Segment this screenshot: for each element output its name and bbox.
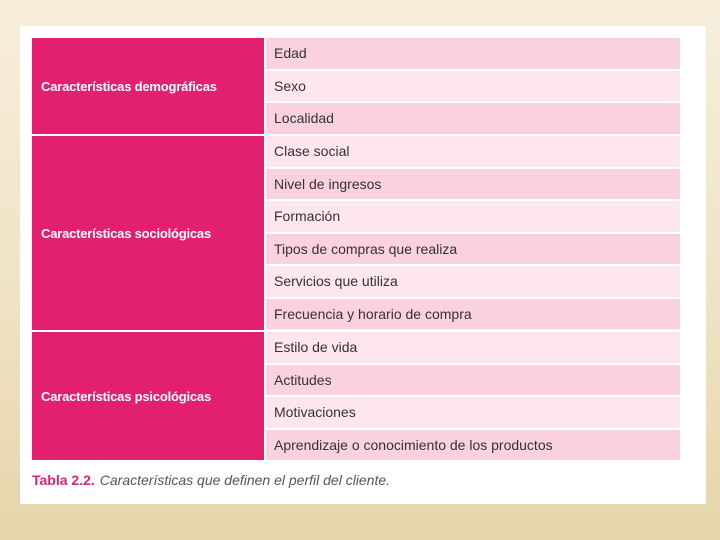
table-row: Servicios que utiliza <box>266 266 680 297</box>
table-row: Localidad <box>266 103 680 134</box>
table-row: Frecuencia y horario de compra <box>266 299 680 330</box>
table-row: Sexo <box>266 71 680 102</box>
table-row: Tipos de compras que realiza <box>266 234 680 265</box>
table-row: Actitudes <box>266 365 680 396</box>
table-row: Formación <box>266 201 680 232</box>
table-row: Motivaciones <box>266 397 680 428</box>
table-row: Clase social <box>266 136 680 167</box>
slide <box>20 26 706 504</box>
group-label-demograficas: Características demográficas <box>32 38 264 134</box>
group-label-sociologicas: Características sociológicas <box>32 136 264 330</box>
caption-label: Tabla 2.2. <box>32 472 95 488</box>
table-row: Edad <box>266 38 680 69</box>
table-row: Aprendizaje o conocimiento de los productos <box>266 430 680 461</box>
caption-text: Características que definen el perfil del cliente. <box>99 472 391 488</box>
table-row: Nivel de ingresos <box>266 169 680 200</box>
group-label-psicologicas: Características psicológicas <box>32 332 264 460</box>
table-caption <box>32 472 390 488</box>
table-row: Estilo de vida <box>266 332 680 363</box>
